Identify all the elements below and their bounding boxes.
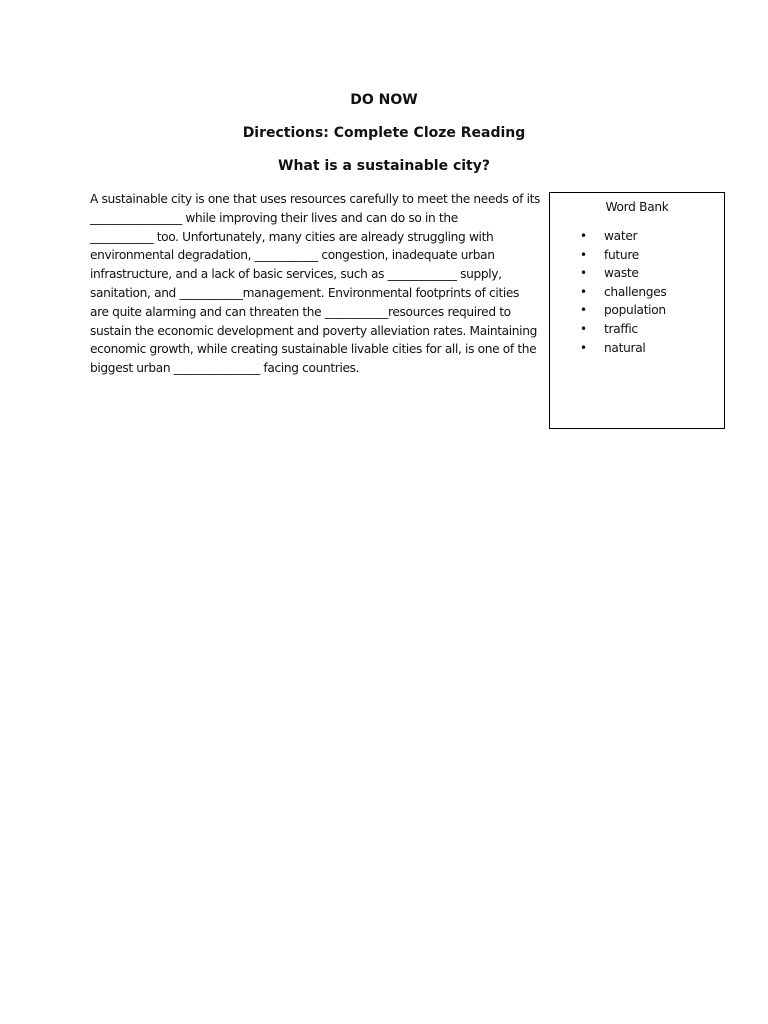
passage-line: biggest urban _______________ facing countries. [90,361,360,376]
word-bank-word: challenges [604,284,667,299]
question-heading: What is a sustainable city? [278,158,490,174]
passage-line: sustain the economic development and poverty alleviation rates. Maintaining [90,323,537,338]
cloze-passage [90,190,541,378]
bullet-icon: • [580,284,587,299]
word-bank-word: traffic [604,321,638,336]
word-bank-title: Word Bank [605,200,669,214]
passage-line: sanitation, and ___________management. Environmental footprints of cities [90,285,520,300]
passage-line: infrastructure, and a lack of basic services, such as ____________ supply, [90,267,502,282]
bullet-icon: • [580,321,587,336]
word-bank-item [550,339,724,358]
word-bank-item [550,264,724,283]
passage-line: A sustainable city is one that uses resources carefully to meet the needs of its [90,192,541,206]
passage-line: environmental degradation, ___________ congestion, inadequate urban [90,248,495,263]
word-bank-item [550,246,724,265]
word-bank-item [550,227,724,246]
passage-line: economic growth, while creating sustainable livable cities for all, is one of the [90,342,537,357]
passage-line: are quite alarming and can threaten the ___________resources required to [90,304,511,319]
bullet-icon: • [580,229,587,243]
passage-line: ________________ while improving their lives and can do so in the [90,210,458,225]
bullet-icon: • [580,247,587,262]
word-bank-list [550,227,724,357]
directions-heading: Directions: Complete Cloze Reading [242,125,526,141]
word-bank-word: natural [604,340,646,355]
word-bank-item [550,283,724,302]
passage-line: ___________ too. Unfortunately, many cities are already struggling with [90,229,494,244]
word-bank-word: waste [604,266,639,281]
word-bank-word: future [604,247,639,262]
word-bank-item [550,320,724,339]
word-bank-box [549,192,725,429]
word-bank-word: population [604,303,666,318]
do-now-heading: DO NOW [350,92,418,108]
bullet-icon: • [580,266,587,281]
word-bank-word: water [604,229,638,243]
bullet-icon: • [580,340,587,355]
word-bank-item [550,301,724,320]
bullet-icon: • [580,303,587,318]
